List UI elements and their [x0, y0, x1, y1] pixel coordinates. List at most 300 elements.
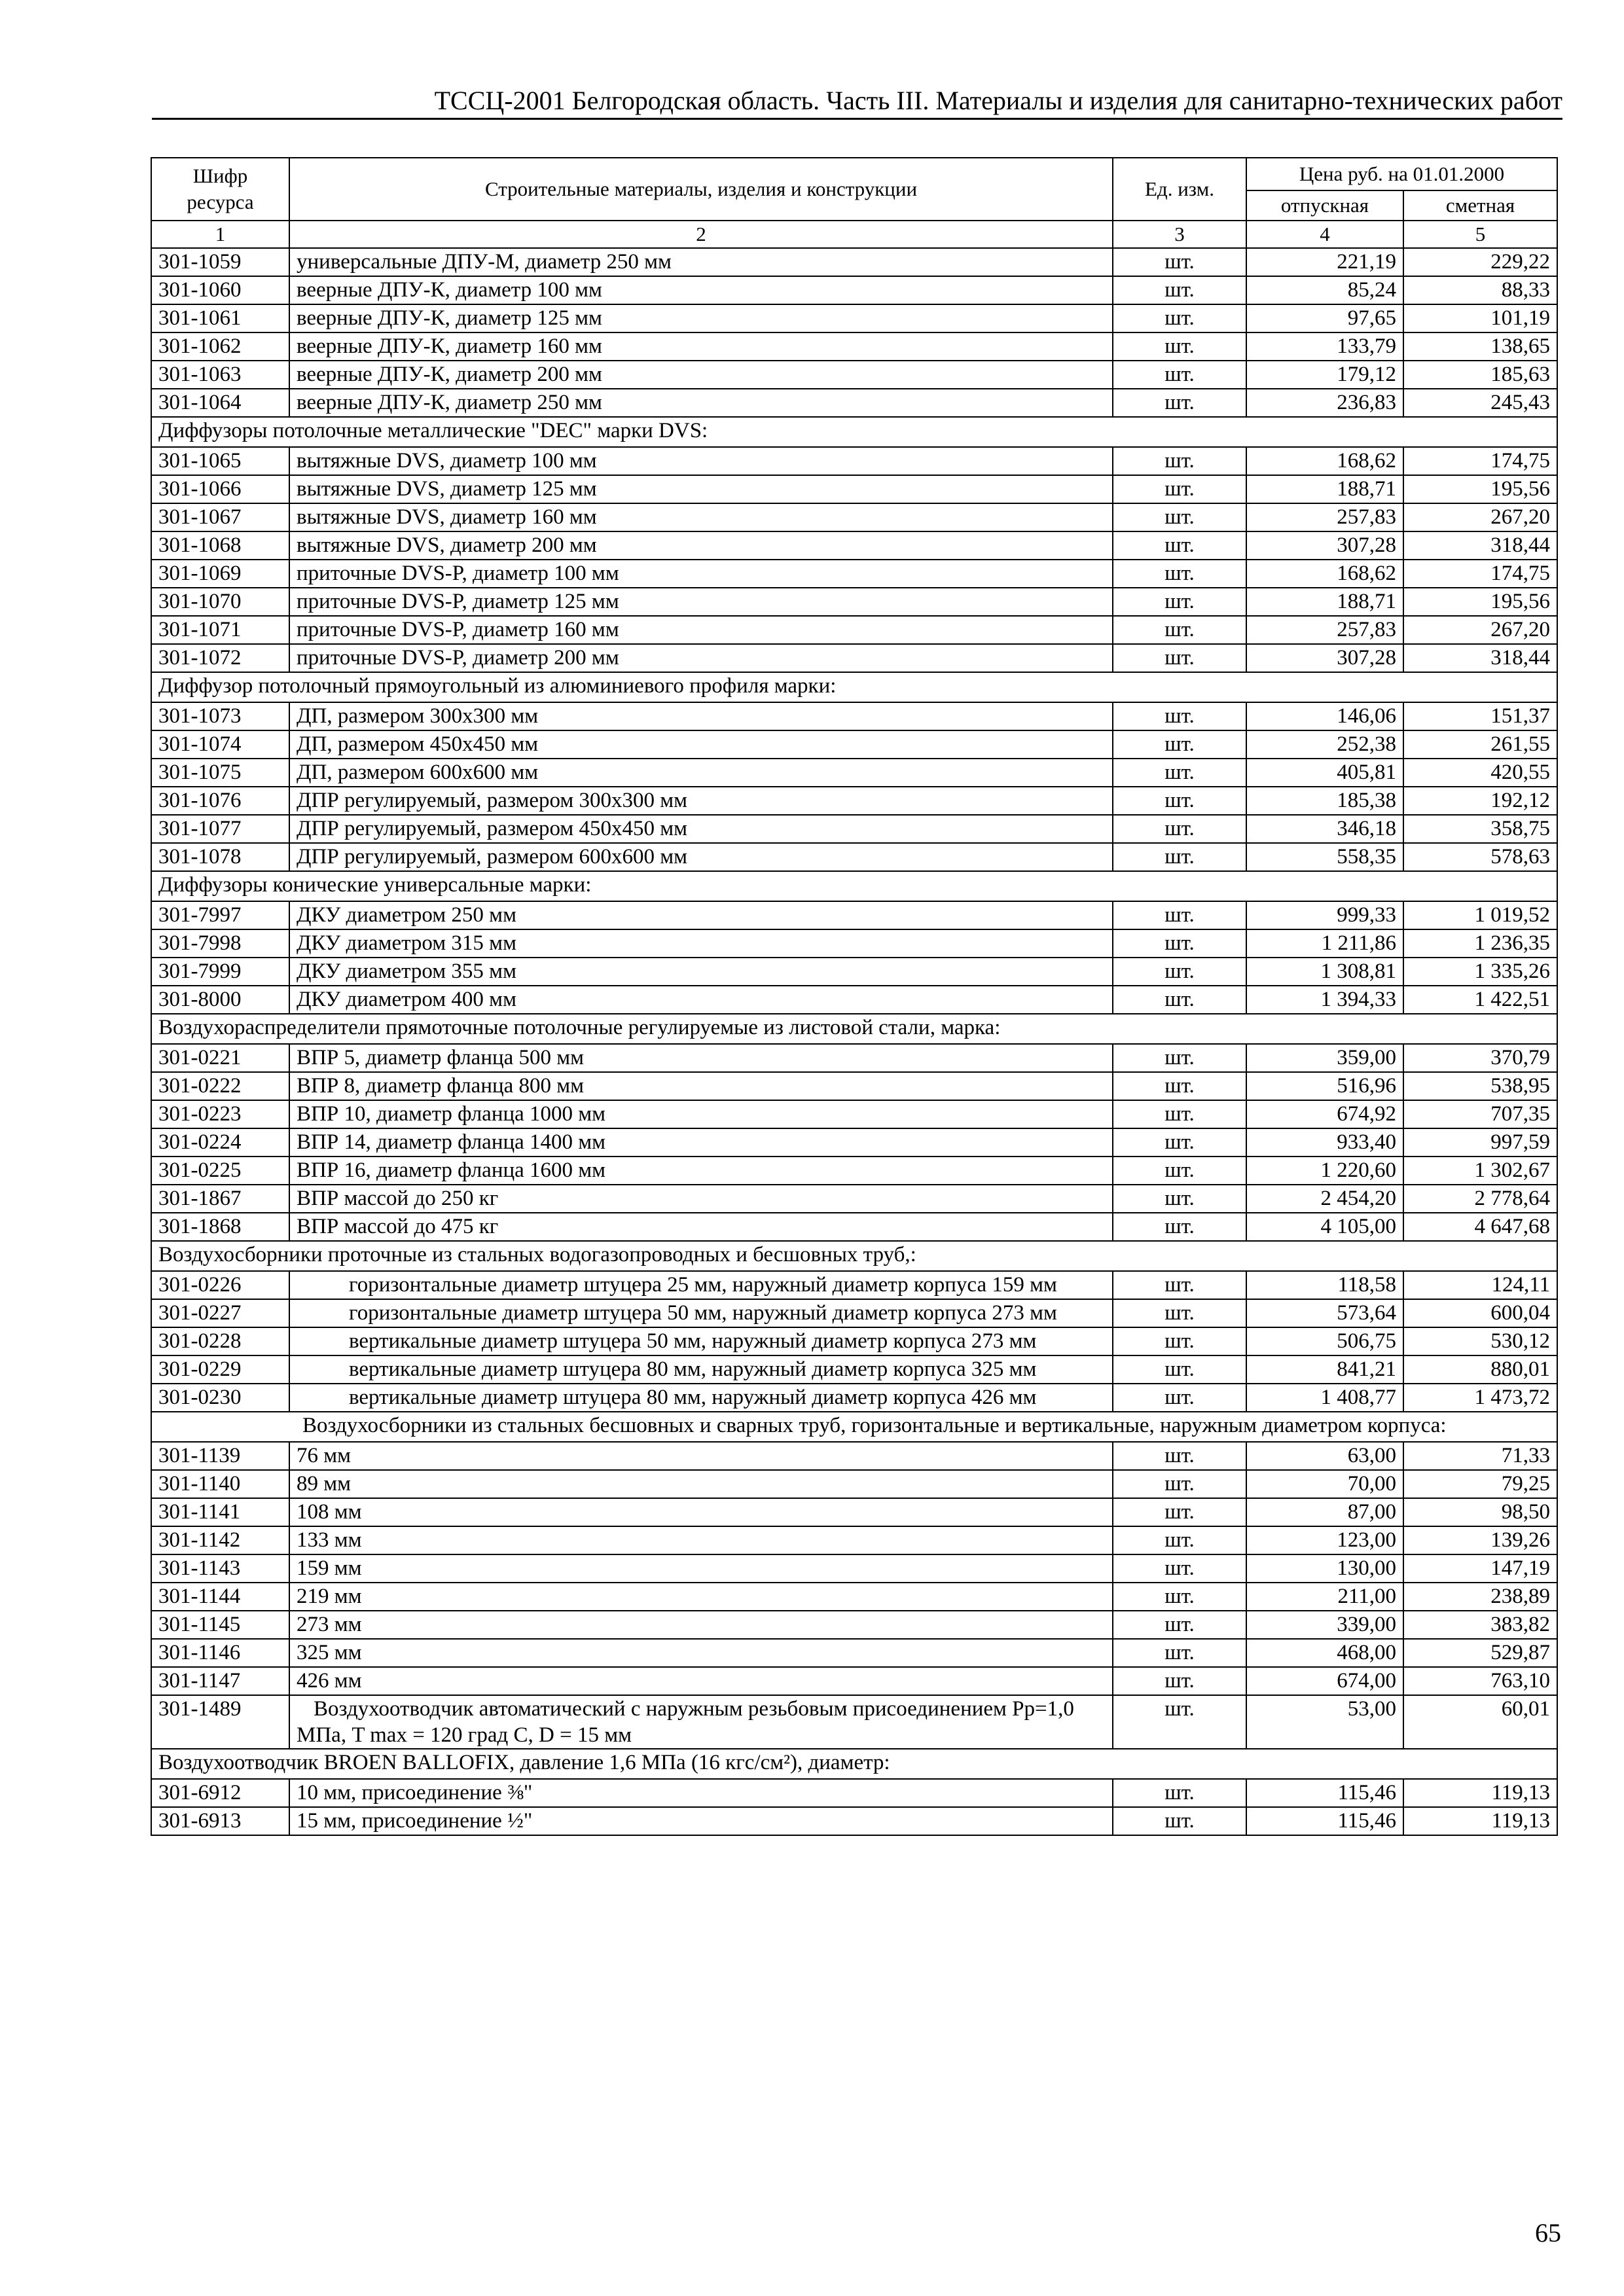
price-table: [151, 157, 1558, 1836]
resource-code: 301-1868: [151, 1213, 289, 1241]
estimate-price: 192,12: [1403, 787, 1557, 815]
release-price: 346,18: [1246, 815, 1403, 843]
estimate-price: 238,89: [1403, 1583, 1557, 1611]
estimate-price: 88,33: [1403, 276, 1557, 304]
table-row: [151, 389, 1557, 417]
resource-code: 301-7998: [151, 929, 289, 958]
material-name: приточные DVS-P, диаметр 125 мм: [289, 588, 1113, 616]
estimate-price: 383,82: [1403, 1611, 1557, 1639]
estimate-price: 229,22: [1403, 248, 1557, 276]
table-row: [151, 616, 1557, 644]
resource-code: 301-7999: [151, 958, 289, 986]
material-name: ДПР регулируемый, размером 450x450 мм: [289, 815, 1113, 843]
section-title: Воздухоотводчик BROEN BALLOFIX, давление 1,6 МПа (16 кгс/см²), диаметр:: [151, 1749, 1557, 1779]
estimate-price: 195,56: [1403, 475, 1557, 503]
material-name: ВПР 5, диаметр фланца 500 мм: [289, 1044, 1113, 1072]
release-price: 53,00: [1246, 1695, 1403, 1749]
resource-code: 301-1146: [151, 1639, 289, 1667]
unit-of-measure: шт.: [1113, 248, 1246, 276]
material-name: горизонтальные диаметр штуцера 50 мм, наружный диаметр корпуса 273 мм: [289, 1299, 1113, 1327]
unit-of-measure: шт.: [1113, 1667, 1246, 1695]
resource-code: 301-1064: [151, 389, 289, 417]
resource-code: 301-1063: [151, 361, 289, 389]
column-number: 3: [1113, 221, 1246, 248]
estimate-price: 79,25: [1403, 1470, 1557, 1498]
estimate-price: 71,33: [1403, 1442, 1557, 1470]
unit-of-measure: шт.: [1113, 1100, 1246, 1128]
unit-of-measure: шт.: [1113, 1639, 1246, 1667]
resource-code: 301-0224: [151, 1128, 289, 1157]
material-name: ДКУ диаметром 250 мм: [289, 901, 1113, 929]
estimate-price: 1 019,52: [1403, 901, 1557, 929]
material-name: универсальные ДПУ-М, диаметр 250 мм: [289, 248, 1113, 276]
release-price: 85,24: [1246, 276, 1403, 304]
material-name: ДП, размером 300x300 мм: [289, 702, 1113, 730]
table-row: [151, 1498, 1557, 1526]
release-price: 87,00: [1246, 1498, 1403, 1526]
table-row: [151, 1779, 1557, 1807]
table-row: [151, 702, 1557, 730]
resource-code: 301-1076: [151, 787, 289, 815]
material-name: 76 мм: [289, 1442, 1113, 1470]
estimate-price: 538,95: [1403, 1072, 1557, 1100]
table-row: [151, 1213, 1557, 1241]
material-name: вертикальные диаметр штуцера 80 мм, наружный диаметр корпуса 325 мм: [289, 1355, 1113, 1384]
estimate-price: 138,65: [1403, 332, 1557, 361]
unit-of-measure: шт.: [1113, 843, 1246, 871]
table-row: [151, 730, 1557, 759]
table-row: [151, 560, 1557, 588]
table-row: [151, 958, 1557, 986]
header-release-price: отпускная: [1246, 190, 1403, 221]
resource-code: 301-1067: [151, 503, 289, 531]
resource-code: 301-1073: [151, 702, 289, 730]
section-title: Диффузор потолочный прямоугольный из алюминиевого профиля марки:: [151, 672, 1557, 702]
material-name: ВПР 10, диаметр фланца 1000 мм: [289, 1100, 1113, 1128]
table-row: [151, 276, 1557, 304]
unit-of-measure: шт.: [1113, 475, 1246, 503]
estimate-price: 763,10: [1403, 1667, 1557, 1695]
release-price: 307,28: [1246, 644, 1403, 672]
resource-code: 301-1078: [151, 843, 289, 871]
resource-code: 301-1074: [151, 730, 289, 759]
release-price: 1 308,81: [1246, 958, 1403, 986]
release-price: 133,79: [1246, 332, 1403, 361]
estimate-price: 4 647,68: [1403, 1213, 1557, 1241]
material-name: ДКУ диаметром 400 мм: [289, 986, 1113, 1014]
release-price: 1 211,86: [1246, 929, 1403, 958]
material-name: ВПР массой до 475 кг: [289, 1213, 1113, 1241]
release-price: 999,33: [1246, 901, 1403, 929]
resource-code: 301-1140: [151, 1470, 289, 1498]
estimate-price: 60,01: [1403, 1695, 1557, 1749]
resource-code: 301-1070: [151, 588, 289, 616]
page-header: [152, 84, 1562, 120]
table-row: [151, 986, 1557, 1014]
unit-of-measure: шт.: [1113, 531, 1246, 560]
material-name: 159 мм: [289, 1554, 1113, 1583]
estimate-price: 261,55: [1403, 730, 1557, 759]
table-row: [151, 1470, 1557, 1498]
material-name: веерные ДПУ-К, диаметр 200 мм: [289, 361, 1113, 389]
release-price: 307,28: [1246, 531, 1403, 560]
table-row: [151, 1044, 1557, 1072]
section-row: [151, 1014, 1557, 1044]
section-title: Воздухораспределители прямоточные потолочные регулируемые из листовой стали, марка:: [151, 1014, 1557, 1044]
resource-code: 301-6913: [151, 1807, 289, 1835]
table-row: [151, 901, 1557, 929]
release-price: 4 105,00: [1246, 1213, 1403, 1241]
estimate-price: 1 473,72: [1403, 1384, 1557, 1412]
estimate-price: 880,01: [1403, 1355, 1557, 1384]
release-price: 674,92: [1246, 1100, 1403, 1128]
unit-of-measure: шт.: [1113, 1213, 1246, 1241]
table-row: [151, 304, 1557, 332]
resource-code: 301-0223: [151, 1100, 289, 1128]
estimate-price: 124,11: [1403, 1271, 1557, 1299]
estimate-price: 707,35: [1403, 1100, 1557, 1128]
resource-code: 301-1069: [151, 560, 289, 588]
unit-of-measure: шт.: [1113, 730, 1246, 759]
material-name: ДПР регулируемый, размером 600x600 мм: [289, 843, 1113, 871]
table-row: [151, 1611, 1557, 1639]
estimate-price: 2 778,64: [1403, 1185, 1557, 1213]
material-name: вертикальные диаметр штуцера 80 мм, наружный диаметр корпуса 426 мм: [289, 1384, 1113, 1412]
resource-code: 301-1075: [151, 759, 289, 787]
unit-of-measure: шт.: [1113, 644, 1246, 672]
unit-of-measure: шт.: [1113, 1554, 1246, 1583]
release-price: 516,96: [1246, 1072, 1403, 1100]
release-price: 405,81: [1246, 759, 1403, 787]
table-row: [151, 361, 1557, 389]
release-price: 188,71: [1246, 588, 1403, 616]
resource-code: 301-0225: [151, 1157, 289, 1185]
estimate-price: 185,63: [1403, 361, 1557, 389]
section-row: [151, 1412, 1557, 1442]
material-name: вытяжные DVS, диаметр 100 мм: [289, 447, 1113, 475]
material-name: вытяжные DVS, диаметр 200 мм: [289, 531, 1113, 560]
release-price: 221,19: [1246, 248, 1403, 276]
header-unit: Ед. изм.: [1113, 158, 1246, 221]
estimate-price: 997,59: [1403, 1128, 1557, 1157]
section-row: [151, 1241, 1557, 1271]
material-name: 273 мм: [289, 1611, 1113, 1639]
unit-of-measure: шт.: [1113, 1327, 1246, 1355]
material-name: ВПР 16, диаметр фланца 1600 мм: [289, 1157, 1113, 1185]
table-body: [151, 248, 1557, 1835]
estimate-price: 147,19: [1403, 1554, 1557, 1583]
estimate-price: 101,19: [1403, 304, 1557, 332]
resource-code: 301-1071: [151, 616, 289, 644]
table-row: [151, 531, 1557, 560]
table-row: [151, 1327, 1557, 1355]
resource-code: 301-1489: [151, 1695, 289, 1749]
unit-of-measure: шт.: [1113, 1157, 1246, 1185]
unit-of-measure: шт.: [1113, 304, 1246, 332]
unit-of-measure: шт.: [1113, 986, 1246, 1014]
table-row: [151, 475, 1557, 503]
release-price: 1 408,77: [1246, 1384, 1403, 1412]
table-row: [151, 644, 1557, 672]
unit-of-measure: шт.: [1113, 1384, 1246, 1412]
page-number: 65: [1535, 2218, 1561, 2248]
unit-of-measure: шт.: [1113, 361, 1246, 389]
unit-of-measure: шт.: [1113, 1185, 1246, 1213]
release-price: 468,00: [1246, 1639, 1403, 1667]
material-name: веерные ДПУ-К, диаметр 160 мм: [289, 332, 1113, 361]
unit-of-measure: шт.: [1113, 503, 1246, 531]
unit-of-measure: шт.: [1113, 1807, 1246, 1835]
section-title: Воздухосборники проточные из стальных водогазопроводных и бесшовных труб,:: [151, 1241, 1557, 1271]
release-price: 1 394,33: [1246, 986, 1403, 1014]
resource-code: 301-1077: [151, 815, 289, 843]
release-price: 257,83: [1246, 616, 1403, 644]
release-price: 257,83: [1246, 503, 1403, 531]
release-price: 211,00: [1246, 1583, 1403, 1611]
estimate-price: 1 422,51: [1403, 986, 1557, 1014]
material-name: 219 мм: [289, 1583, 1113, 1611]
unit-of-measure: шт.: [1113, 1044, 1246, 1072]
estimate-price: 139,26: [1403, 1526, 1557, 1554]
material-name: вытяжные DVS, диаметр 160 мм: [289, 503, 1113, 531]
unit-of-measure: шт.: [1113, 787, 1246, 815]
document-title: ТССЦ-2001 Белгородская область. Часть III. Материалы и изделия для санитарно-технических работ: [434, 86, 1562, 115]
release-price: 339,00: [1246, 1611, 1403, 1639]
resource-code: 301-1142: [151, 1526, 289, 1554]
release-price: 63,00: [1246, 1442, 1403, 1470]
unit-of-measure: шт.: [1113, 815, 1246, 843]
material-name: ВПР 8, диаметр фланца 800 мм: [289, 1072, 1113, 1100]
table-row: [151, 447, 1557, 475]
section-title: Диффузоры потолочные металлические "DEC" марки DVS:: [151, 417, 1557, 447]
estimate-price: 1 335,26: [1403, 958, 1557, 986]
release-price: 168,62: [1246, 560, 1403, 588]
release-price: 123,00: [1246, 1526, 1403, 1554]
unit-of-measure: шт.: [1113, 1299, 1246, 1327]
material-name: 325 мм: [289, 1639, 1113, 1667]
resource-code: 301-1068: [151, 531, 289, 560]
material-name: вертикальные диаметр штуцера 50 мм, наружный диаметр корпуса 273 мм: [289, 1327, 1113, 1355]
material-name: ДП, размером 450x450 мм: [289, 730, 1113, 759]
release-price: 573,64: [1246, 1299, 1403, 1327]
material-name: приточные DVS-P, диаметр 100 мм: [289, 560, 1113, 588]
resource-code: 301-1139: [151, 1442, 289, 1470]
release-price: 359,00: [1246, 1044, 1403, 1072]
release-price: 1 220,60: [1246, 1157, 1403, 1185]
resource-code: 301-0229: [151, 1355, 289, 1384]
unit-of-measure: шт.: [1113, 276, 1246, 304]
resource-code: 301-1066: [151, 475, 289, 503]
table-row: [151, 1639, 1557, 1667]
unit-of-measure: шт.: [1113, 1695, 1246, 1749]
resource-code: 301-1061: [151, 304, 289, 332]
material-name: 89 мм: [289, 1470, 1113, 1498]
unit-of-measure: шт.: [1113, 560, 1246, 588]
header-price: Цена руб. на 01.01.2000: [1246, 158, 1557, 190]
release-price: 115,46: [1246, 1779, 1403, 1807]
column-number: 2: [289, 221, 1113, 248]
table-row: [151, 1526, 1557, 1554]
material-name: горизонтальные диаметр штуцера 25 мм, наружный диаметр корпуса 159 мм: [289, 1271, 1113, 1299]
estimate-price: 370,79: [1403, 1044, 1557, 1072]
resource-code: 301-1059: [151, 248, 289, 276]
resource-code: 301-1867: [151, 1185, 289, 1213]
estimate-price: 267,20: [1403, 503, 1557, 531]
column-number: 4: [1246, 221, 1403, 248]
resource-code: 301-0227: [151, 1299, 289, 1327]
release-price: 115,46: [1246, 1807, 1403, 1835]
unit-of-measure: шт.: [1113, 447, 1246, 475]
unit-of-measure: шт.: [1113, 1779, 1246, 1807]
material-name: 133 мм: [289, 1526, 1113, 1554]
resource-code: 301-1072: [151, 644, 289, 672]
header-estimate-price: сметная: [1403, 190, 1557, 221]
estimate-price: 174,75: [1403, 447, 1557, 475]
estimate-price: 119,13: [1403, 1807, 1557, 1835]
estimate-price: 530,12: [1403, 1327, 1557, 1355]
unit-of-measure: шт.: [1113, 702, 1246, 730]
release-price: 185,38: [1246, 787, 1403, 815]
estimate-price: 174,75: [1403, 560, 1557, 588]
table-row: [151, 248, 1557, 276]
release-price: 933,40: [1246, 1128, 1403, 1157]
estimate-price: 267,20: [1403, 616, 1557, 644]
table-row: [151, 332, 1557, 361]
resource-code: 301-0230: [151, 1384, 289, 1412]
resource-code: 301-1060: [151, 276, 289, 304]
resource-code: 301-0221: [151, 1044, 289, 1072]
material-name: ДКУ диаметром 355 мм: [289, 958, 1113, 986]
table-row: [151, 759, 1557, 787]
estimate-price: 578,63: [1403, 843, 1557, 871]
table-row: [151, 1072, 1557, 1100]
release-price: 188,71: [1246, 475, 1403, 503]
estimate-price: 195,56: [1403, 588, 1557, 616]
unit-of-measure: шт.: [1113, 332, 1246, 361]
material-name: приточные DVS-P, диаметр 200 мм: [289, 644, 1113, 672]
table-row: [151, 588, 1557, 616]
table-row: [151, 787, 1557, 815]
unit-of-measure: шт.: [1113, 1583, 1246, 1611]
resource-code: 301-1144: [151, 1583, 289, 1611]
unit-of-measure: шт.: [1113, 1072, 1246, 1100]
table-row: [151, 1695, 1557, 1749]
table-row: [151, 1128, 1557, 1157]
unit-of-measure: шт.: [1113, 1526, 1246, 1554]
release-price: 118,58: [1246, 1271, 1403, 1299]
section-title: Воздухосборники из стальных бесшовных и сварных труб, горизонтальные и вертикальные, наружным диаметром корпуса:: [151, 1412, 1557, 1442]
resource-code: 301-1062: [151, 332, 289, 361]
table-row: [151, 1554, 1557, 1583]
unit-of-measure: шт.: [1113, 958, 1246, 986]
unit-of-measure: шт.: [1113, 759, 1246, 787]
table-row: [151, 1271, 1557, 1299]
material-name: ВПР массой до 250 кг: [289, 1185, 1113, 1213]
table-row: [151, 843, 1557, 871]
material-name: веерные ДПУ-К, диаметр 250 мм: [289, 389, 1113, 417]
estimate-price: 358,75: [1403, 815, 1557, 843]
material-name: 108 мм: [289, 1498, 1113, 1526]
estimate-price: 119,13: [1403, 1779, 1557, 1807]
material-name: ДПР регулируемый, размером 300x300 мм: [289, 787, 1113, 815]
material-name: 10 мм, присоединение ⅜": [289, 1779, 1113, 1807]
unit-of-measure: шт.: [1113, 901, 1246, 929]
table-row: [151, 1583, 1557, 1611]
estimate-price: 1 302,67: [1403, 1157, 1557, 1185]
table-row: [151, 503, 1557, 531]
table-row: [151, 815, 1557, 843]
section-title: Диффузоры конические универсальные марки:: [151, 871, 1557, 901]
resource-code: 301-0222: [151, 1072, 289, 1100]
section-row: [151, 672, 1557, 702]
table-row: [151, 929, 1557, 958]
column-number: 5: [1403, 221, 1557, 248]
material-name: ДКУ диаметром 315 мм: [289, 929, 1113, 958]
unit-of-measure: шт.: [1113, 1611, 1246, 1639]
column-number: 1: [151, 221, 289, 248]
estimate-price: 420,55: [1403, 759, 1557, 787]
unit-of-measure: шт.: [1113, 1355, 1246, 1384]
release-price: 179,12: [1246, 361, 1403, 389]
resource-code: 301-8000: [151, 986, 289, 1014]
resource-code: 301-0228: [151, 1327, 289, 1355]
table-row: [151, 1807, 1557, 1835]
estimate-price: 318,44: [1403, 644, 1557, 672]
estimate-price: 318,44: [1403, 531, 1557, 560]
resource-code: 301-7997: [151, 901, 289, 929]
unit-of-measure: шт.: [1113, 1470, 1246, 1498]
material-name: веерные ДПУ-К, диаметр 100 мм: [289, 276, 1113, 304]
section-row: [151, 871, 1557, 901]
release-price: 841,21: [1246, 1355, 1403, 1384]
table-row: [151, 1667, 1557, 1695]
release-price: 97,65: [1246, 304, 1403, 332]
unit-of-measure: шт.: [1113, 929, 1246, 958]
resource-code: 301-6912: [151, 1779, 289, 1807]
section-row: [151, 417, 1557, 447]
resource-code: 301-1065: [151, 447, 289, 475]
resource-code: 301-1141: [151, 1498, 289, 1526]
table-row: [151, 1299, 1557, 1327]
material-name: приточные DVS-P, диаметр 160 мм: [289, 616, 1113, 644]
unit-of-measure: шт.: [1113, 1442, 1246, 1470]
unit-of-measure: шт.: [1113, 389, 1246, 417]
header-code: Шифр ресурса: [151, 158, 289, 221]
material-name: ВПР 14, диаметр фланца 1400 мм: [289, 1128, 1113, 1157]
estimate-price: 151,37: [1403, 702, 1557, 730]
material-name: Воздухоотводчик автоматический с наружным резьбовым присоединением Pp=1,0 МПа, T max = 120 град C, D = 15 мм: [289, 1695, 1113, 1749]
section-row: [151, 1749, 1557, 1779]
table-row: [151, 1442, 1557, 1470]
release-price: 252,38: [1246, 730, 1403, 759]
material-name: 426 мм: [289, 1667, 1113, 1695]
table-row: [151, 1355, 1557, 1384]
release-price: 130,00: [1246, 1554, 1403, 1583]
release-price: 674,00: [1246, 1667, 1403, 1695]
table-row: [151, 1384, 1557, 1412]
resource-code: 301-1147: [151, 1667, 289, 1695]
release-price: 2 454,20: [1246, 1185, 1403, 1213]
material-name: веерные ДПУ-К, диаметр 125 мм: [289, 304, 1113, 332]
table-row: [151, 1100, 1557, 1128]
unit-of-measure: шт.: [1113, 1128, 1246, 1157]
release-price: 168,62: [1246, 447, 1403, 475]
unit-of-measure: шт.: [1113, 588, 1246, 616]
table-row: [151, 1185, 1557, 1213]
resource-code: 301-0226: [151, 1271, 289, 1299]
resource-code: 301-1145: [151, 1611, 289, 1639]
estimate-price: 1 236,35: [1403, 929, 1557, 958]
